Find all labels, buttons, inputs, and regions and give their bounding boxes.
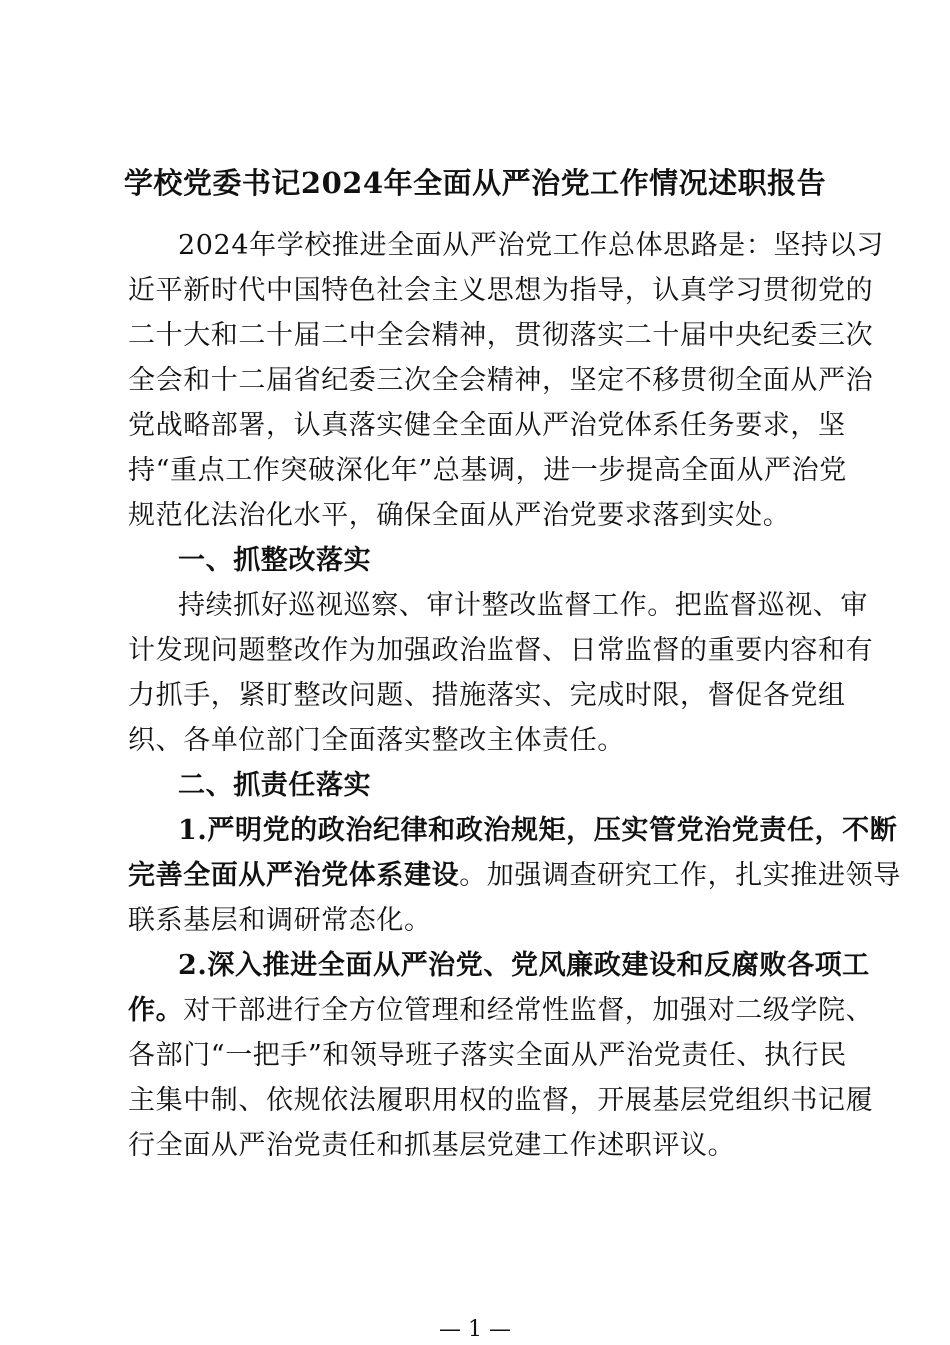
paragraph-line: [128, 991, 873, 1031]
paragraph-line: 主集中制、依规依法履职用权的监督，开展基层党组织书记履: [128, 1085, 874, 1116]
section-heading: 一、抓整改落实: [178, 545, 372, 576]
paragraph-line: 持“重点工作突破深化年”总基调，进一步提高全面从严治党: [128, 455, 847, 486]
paragraph-line: 近平新时代中国特色社会主义思想为指导，认真学习贯彻党的: [128, 275, 874, 306]
paragraph-line: 规范化法治化水平，确保全面从严治党要求落到实处。: [128, 500, 791, 531]
paragraph-line: 党战略部署，认真落实健全全面从严治党体系任务要求，坚: [128, 410, 846, 441]
paragraph-line: 各部门“一把手”和领导班子落实全面从严治党责任、执行民: [128, 1040, 847, 1071]
item-heading-text: 完善全面从严治党体系建设: [128, 860, 460, 891]
item-heading-line: 2.深入推进全面从严治党、党风廉政建设和反腐败各项工: [178, 950, 870, 981]
paragraph-line: [128, 856, 901, 896]
paragraph-line: 全会和十二届省纪委三次全会精神，坚定不移贯彻全面从严治: [128, 365, 874, 396]
item-body-text: 对干部进行全方位管理和经常性监督，加强对二级学院、: [183, 995, 874, 1026]
paragraph-line: 行全面从严治党责任和抓基层党建工作述职评议。: [128, 1130, 736, 1161]
paragraph-line: 计发现问题整改作为加强政治监督、日常监督的重要内容和有: [128, 635, 874, 666]
paragraph-line: 持续抓好巡视巡察、审计整改监督工作。把监督巡视、审: [178, 590, 868, 621]
page-number: — 1 —: [439, 1317, 511, 1342]
paragraph-line: 联系基层和调研常态化。: [128, 905, 432, 936]
paragraph-line: 二十大和二十届二中全会精神，贯彻落实二十届中央纪委三次: [128, 320, 874, 351]
paragraph-line: 力抓手，紧盯整改问题、措施落实、完成时限，督促各党组: [128, 680, 846, 711]
paragraph-line: 2024年学校推进全面从严治党工作总体思路是：坚持以习: [178, 230, 884, 261]
section-heading: 二、抓责任落实: [178, 770, 372, 801]
paragraph-line: 织、各单位部门全面落实整改主体责任。: [128, 725, 625, 756]
item-body-text: 。加强调查研究工作，扎实推进领导: [459, 860, 901, 891]
document-title: 学校党委书记2024年全面从严治党工作情况述职报告: [123, 166, 827, 200]
item-heading-text: 作。: [128, 995, 184, 1026]
item-heading-line: 1.严明党的政治纪律和政治规矩，压实管党治党责任，不断: [178, 815, 898, 846]
